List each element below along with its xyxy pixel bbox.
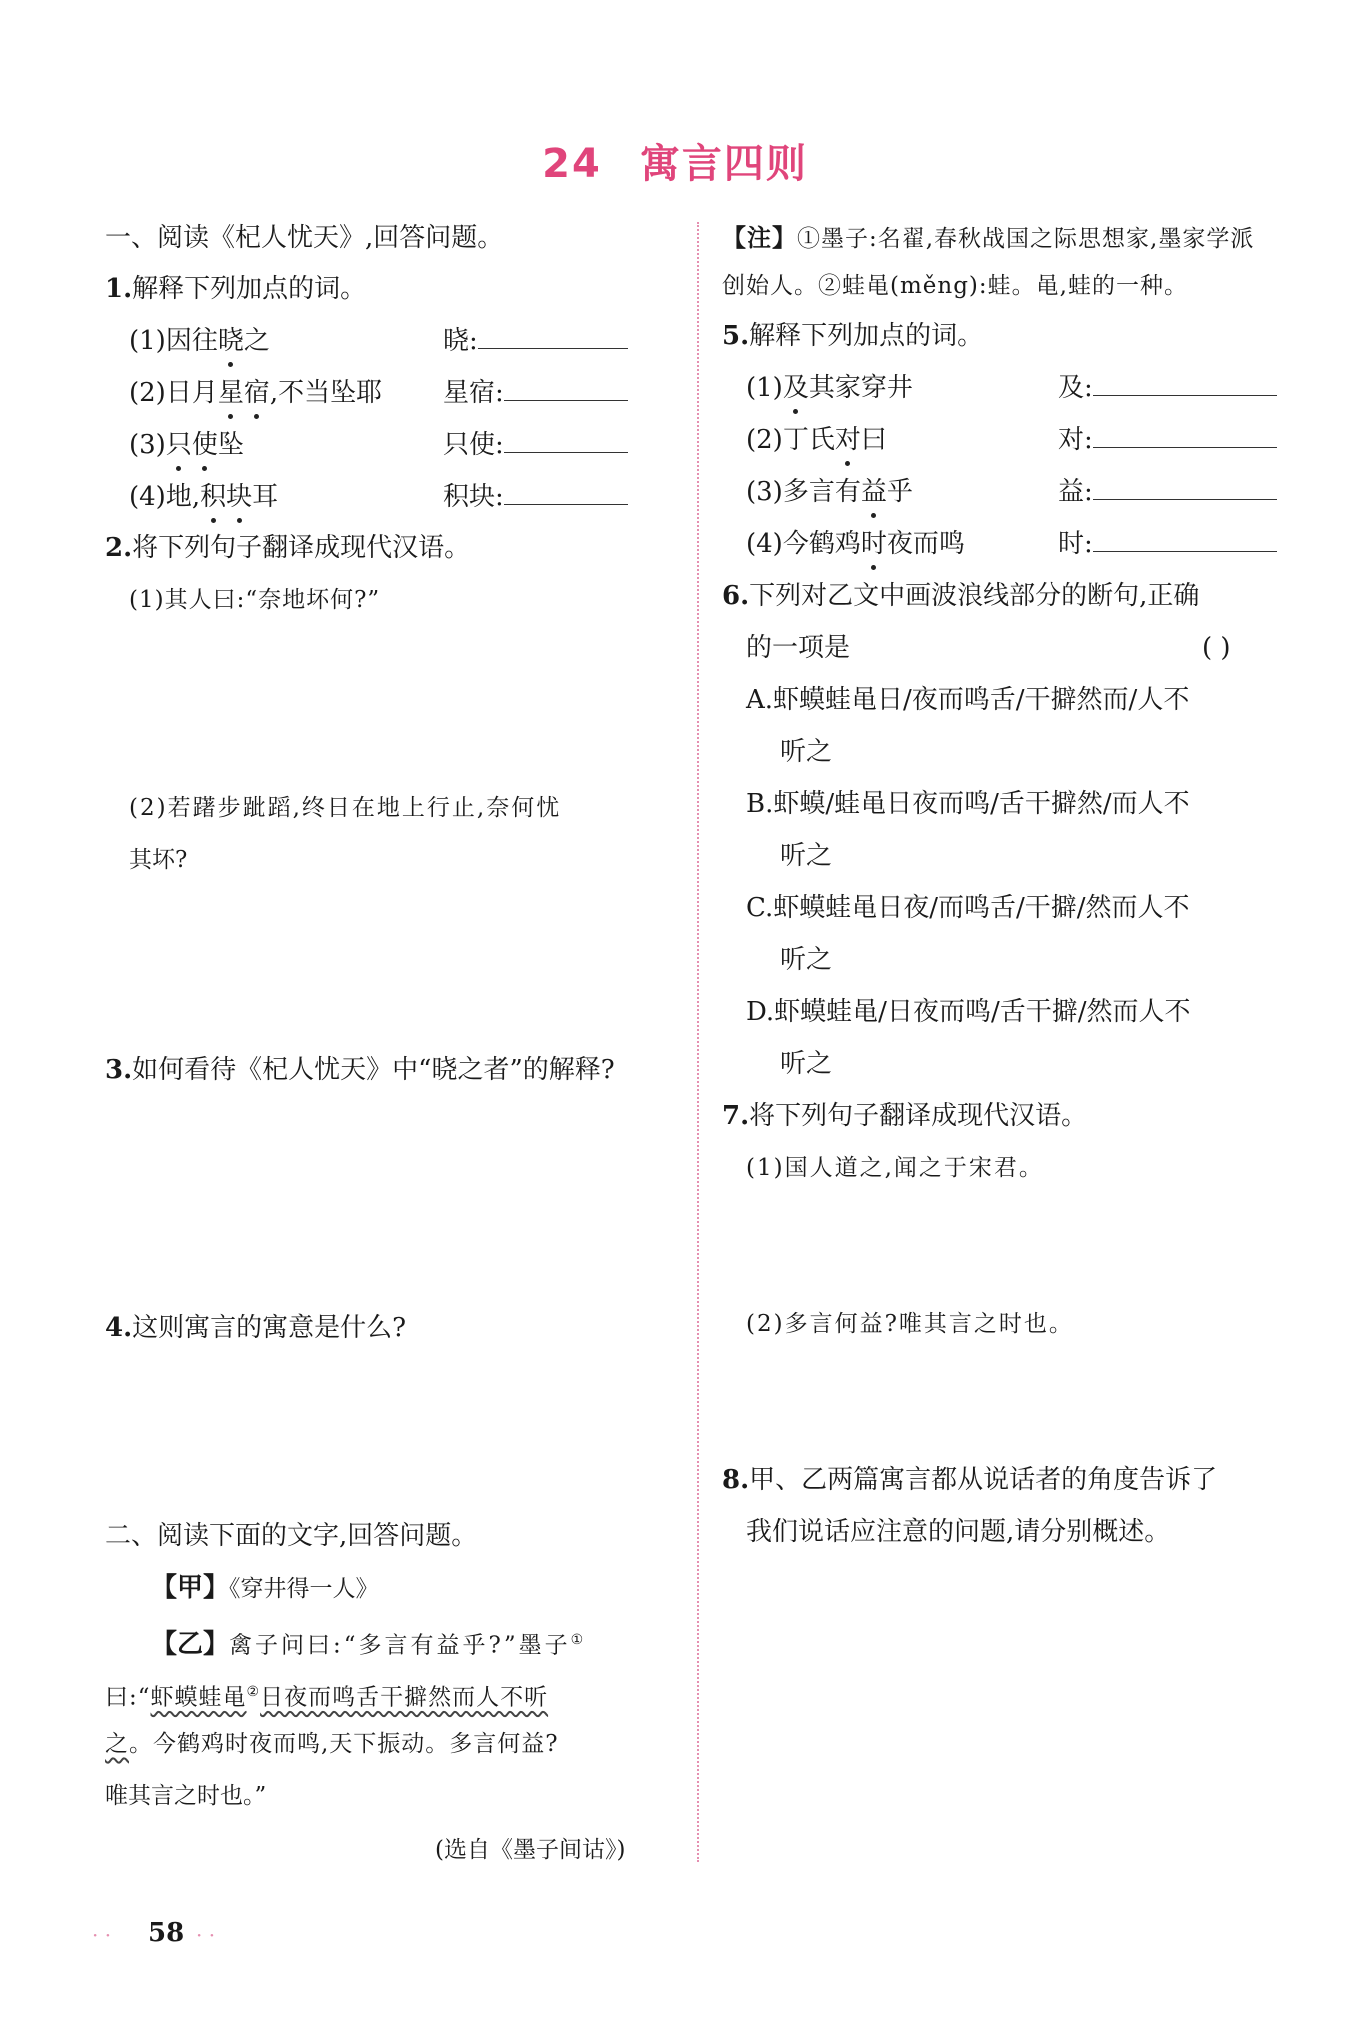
q6-option-b[interactable]: B.虾蟆/蛙黾日夜而鸣/舌干擗然/而人不 [746, 789, 1190, 819]
question-4: 4.这则寓言的寓意是什么? [105, 1313, 407, 1343]
q1-item-3: (3)只使坠 [129, 425, 244, 465]
answer-blank[interactable] [1093, 371, 1277, 396]
q1-item-4: (4)地,积块耳 [129, 477, 278, 517]
question-3: 3.如何看待《杞人忧天》中“晓之者”的解释? [105, 1055, 615, 1085]
answer-blank[interactable] [504, 428, 628, 453]
question-1: 1.解释下列加点的词。 [105, 274, 367, 304]
column-divider [697, 222, 699, 1862]
q5-item-4-answer: 时: [1058, 524, 1277, 564]
q5-item-2-answer: 对: [1058, 420, 1277, 460]
q2-sentence-2b: 其坏? [129, 847, 188, 873]
q6-option-c-cont: 听之 [780, 945, 833, 975]
passage-source: (选自《墨子间诂》) [435, 1837, 626, 1863]
lesson-number: 24 [542, 141, 602, 187]
q5-item-3: (3)多言有益乎 [746, 472, 913, 512]
passage-yi-line2: 曰:“虾蟆蛙黾②日夜而鸣舌干擗然而人不听 [105, 1684, 549, 1711]
question-6: 6.下列对乙文中画波浪线部分的断句,正确 [722, 581, 1200, 611]
section2-heading: 二、阅读下面的文字,回答问题。 [105, 1521, 478, 1551]
answer-blank[interactable] [1093, 475, 1277, 500]
page-title [0, 132, 1350, 189]
q5-item-1: (1)及其家穿井 [746, 368, 913, 408]
q5-item-1-answer: 及: [1058, 368, 1277, 408]
question-6-cont: 的一项是 [746, 633, 851, 663]
q6-option-b-cont: 听之 [780, 841, 833, 871]
q1-item-3-answer: 只使: [443, 425, 628, 465]
q6-option-d[interactable]: D.虾蟆蛙黾/日夜而鸣/舌干擗/然而人不 [746, 997, 1191, 1027]
lesson-title: 寓言四则 [639, 141, 808, 187]
answer-blank[interactable] [478, 324, 628, 349]
q1-item-2: (2)日月星宿,不当坠耶 [129, 373, 382, 413]
q1-item-1-answer: 晓: [443, 321, 628, 361]
page-number-decoration-right: · · [196, 1923, 216, 1947]
question-2: 2.将下列句子翻译成现代汉语。 [105, 533, 471, 563]
q1-item-1 [129, 321, 270, 361]
passage-jia: 【甲】《穿井得一人》 [151, 1573, 379, 1603]
question-8-cont: 我们说话应注意的问题,请分别概述。 [746, 1517, 1171, 1547]
q6-option-a[interactable]: A.虾蟆蛙黾日/夜而鸣舌/干擗然而/人不 [746, 685, 1190, 715]
question-5: 5.解释下列加点的词。 [722, 321, 984, 351]
q1-item-phrase: (1)因往晓之 [129, 326, 270, 356]
section1-heading: 一、阅读《杞人忧天》,回答问题。 [105, 223, 504, 253]
q7-sentence-2: (2)多言何益?唯其言之时也。 [746, 1311, 1074, 1337]
question-8: 8.甲、乙两篇寓言都从说话者的角度告诉了 [722, 1465, 1218, 1495]
q6-option-a-cont: 听之 [780, 737, 833, 767]
answer-blank[interactable] [1093, 527, 1277, 552]
q1-item-2-answer: 星宿: [443, 373, 628, 413]
q2-sentence-1: (1)其人曰:“奈地坏何?” [129, 587, 381, 613]
q6-option-c[interactable]: C.虾蟆蛙黾日夜/而鸣舌/干擗/然而人不 [746, 893, 1190, 923]
passage-yi-line1: 【乙】禽子问曰:“多言有益乎?”墨子① [151, 1629, 587, 1660]
answer-blank[interactable] [504, 376, 628, 401]
answer-blank[interactable] [1093, 423, 1277, 448]
q2-sentence-2a: (2)若躇步跐蹈,终日在地上行止,奈何忧 [129, 795, 562, 821]
q5-item-4: (4)今鹤鸡时夜而鸣 [746, 524, 965, 564]
q5-item-2: (2)丁氏对曰 [746, 420, 887, 460]
answer-parentheses[interactable]: ( ) [1202, 633, 1231, 663]
page-number: 58 [148, 1918, 185, 1948]
q7-sentence-1: (1)国人道之,闻之于宋君。 [746, 1155, 1044, 1181]
q6-option-d-cont: 听之 [780, 1049, 833, 1079]
footnote-line1: 【注】①墨子:名翟,春秋战国之际思想家,墨家学派 [722, 223, 1255, 252]
q5-item-3-answer: 益: [1058, 472, 1277, 512]
question-7: 7.将下列句子翻译成现代汉语。 [722, 1101, 1088, 1131]
footnote-line2: 创始人。②蛙黾(měng):蛙。黾,蛙的一种。 [722, 273, 1188, 299]
passage-yi-line4: 唯其言之时也。” [105, 1783, 267, 1809]
passage-yi-line3: 之。今鹤鸡时夜而鸣,天下振动。多言何益? [105, 1731, 559, 1757]
answer-blank[interactable] [504, 480, 628, 505]
page-number-decoration-left: · · [92, 1923, 112, 1947]
q1-item-4-answer: 积块: [443, 477, 628, 517]
